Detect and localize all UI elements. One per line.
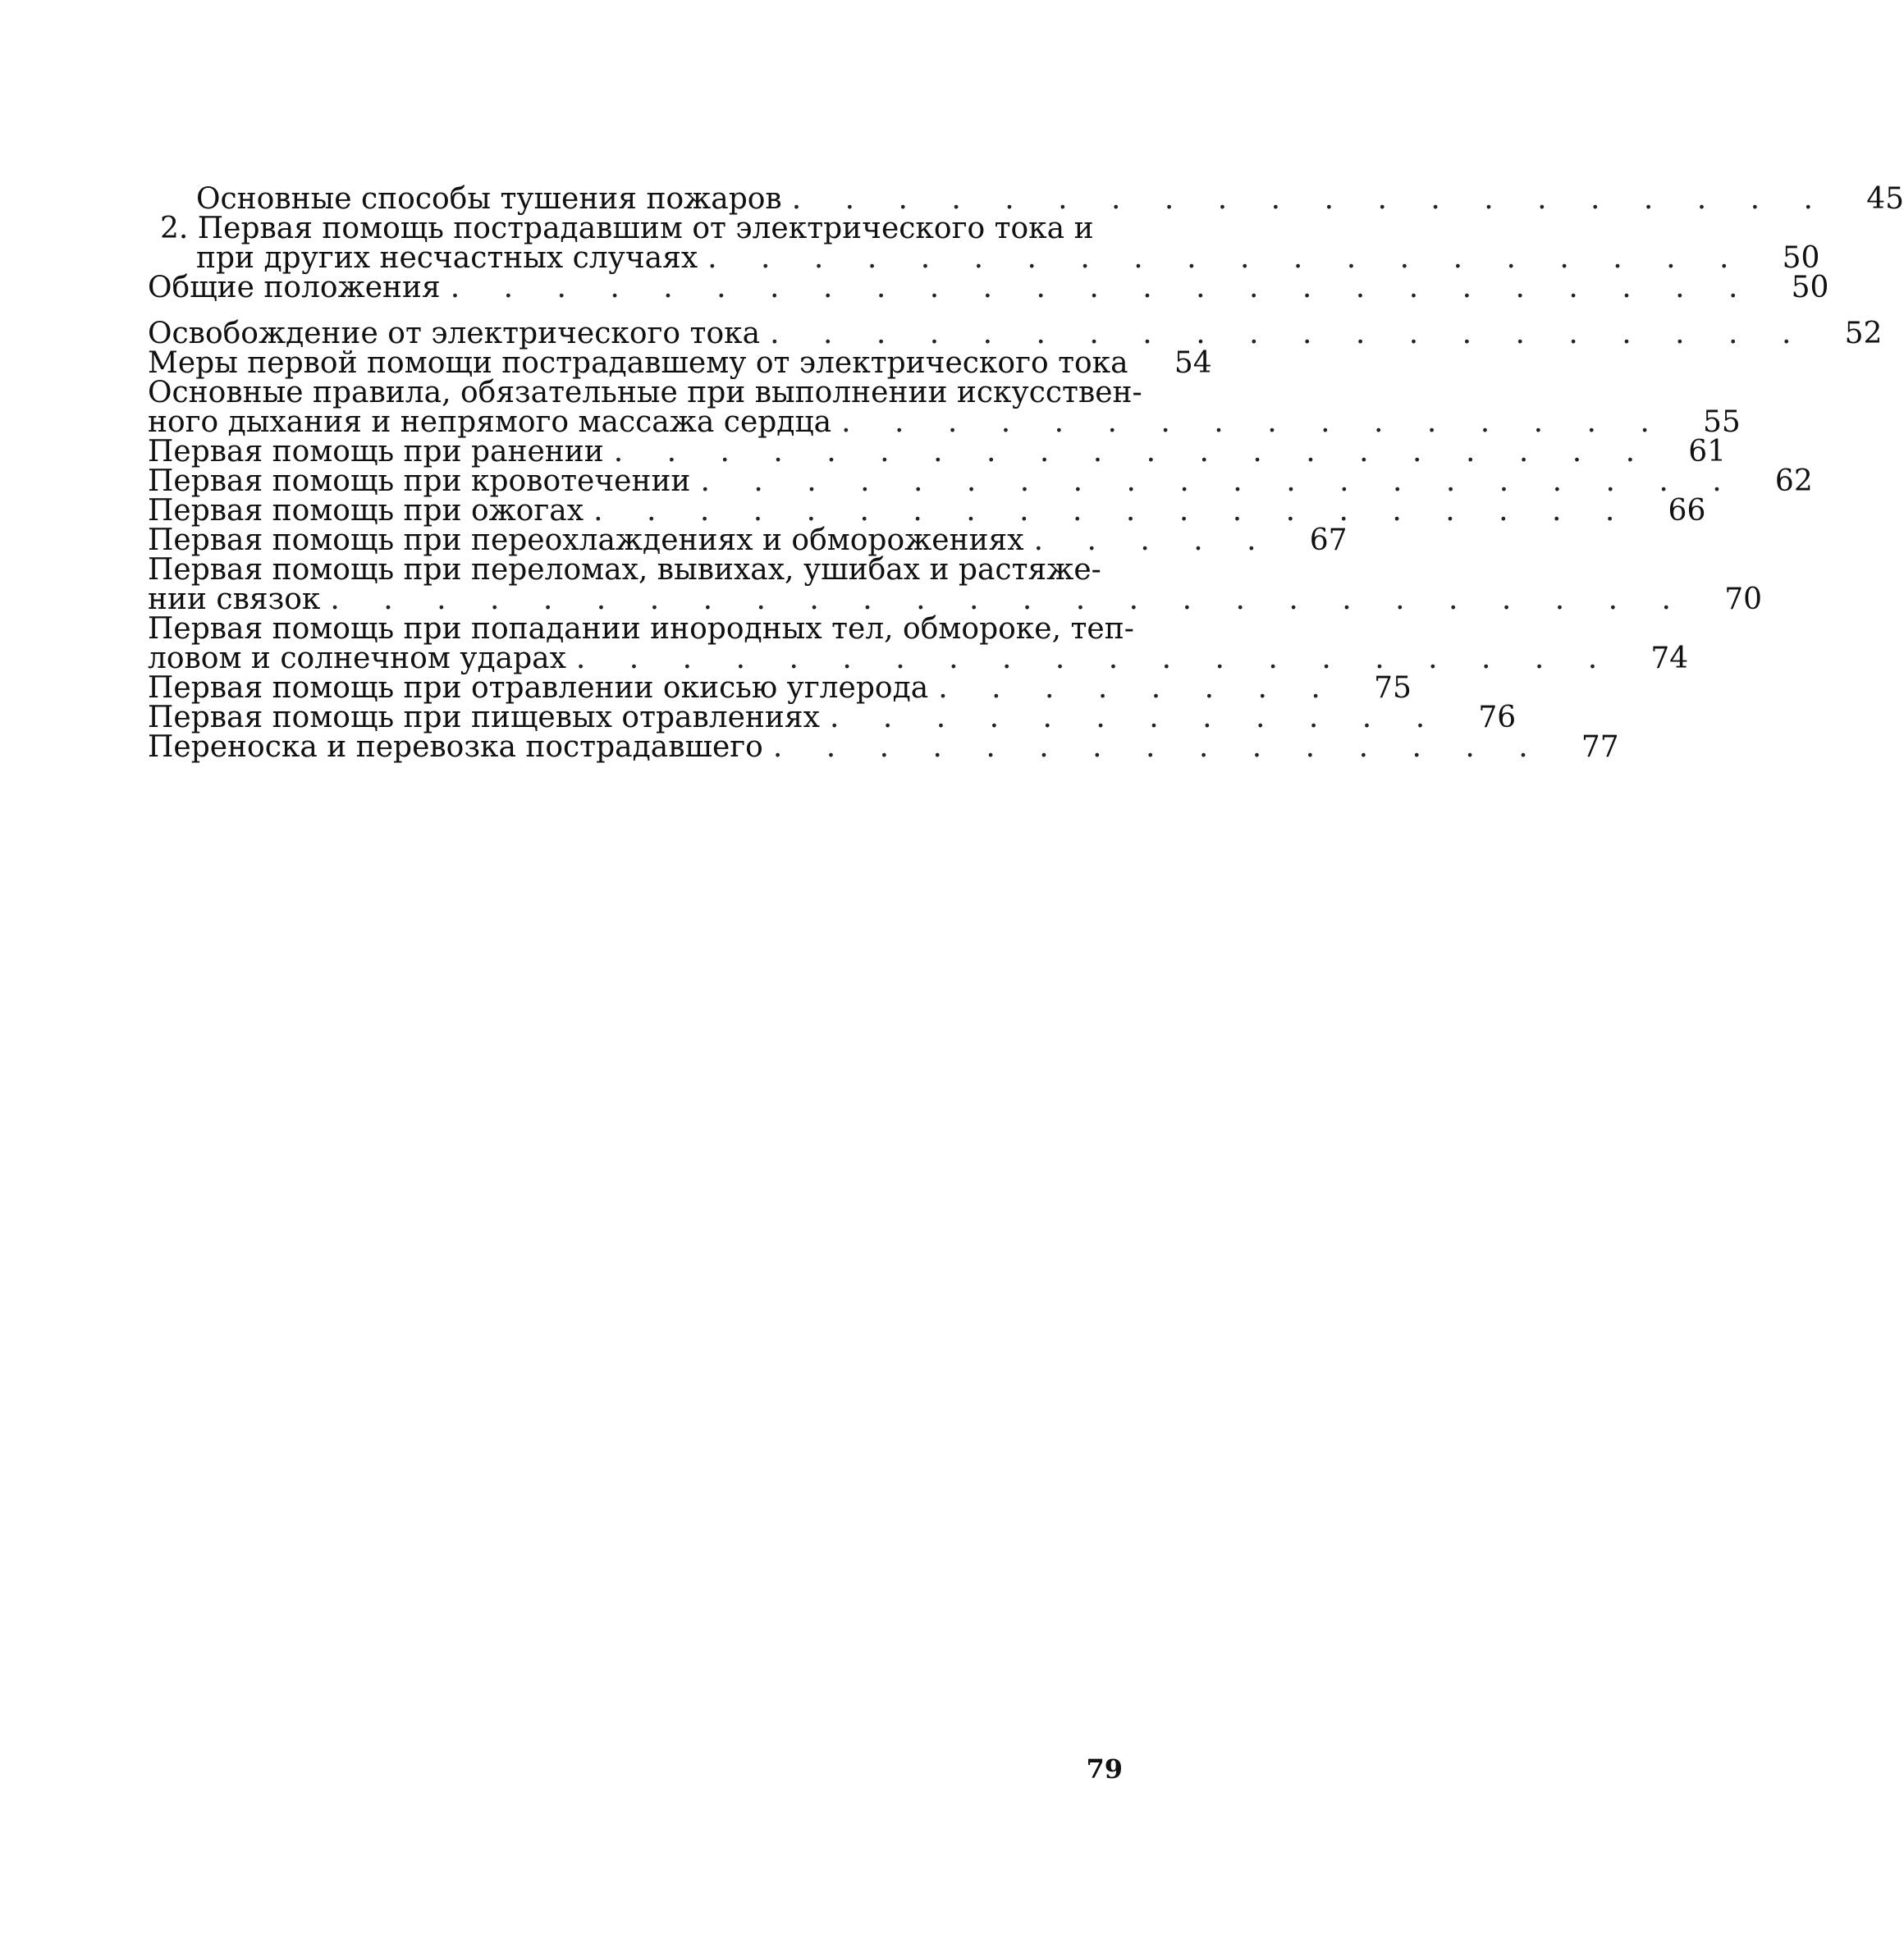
table-of-contents (144, 182, 1904, 764)
toc-entry-title: Переноска и перевозка пострадавшего (148, 730, 763, 764)
toc-entry-title: Освобождение от электрического тока (148, 317, 761, 350)
toc-page-number: 50 (1791, 271, 1829, 304)
toc-page-number: 45 (1866, 182, 1904, 216)
toc-leader-dots: . . . . . . . . . . . . . . . . . . . . . . . . . . (330, 583, 1688, 616)
toc-leader-dots: . . . . . . . . . . . . (829, 701, 1443, 734)
toc-entry-title-line1: Первая помощь при переломах, вывихах, ушибах и растяже- (148, 553, 1101, 587)
toc-page-number: 52 (1844, 317, 1883, 350)
toc-entry-title: Первая помощь при отравлении окисью углерода (148, 671, 929, 705)
toc-entry (144, 553, 1762, 616)
toc-leader-dots: . . . . . . . . . . . . . . . (772, 730, 1545, 764)
toc-entry (144, 346, 1212, 380)
toc-entry-title-line2: ловом и солнечном ударах (148, 642, 566, 675)
toc-leader-dots: . . . . . . . . . . . . . . . . . . . . (700, 464, 1739, 498)
toc-page-number: 50 (1782, 241, 1820, 275)
toc-page-number: 77 (1581, 730, 1619, 764)
toc-entry (144, 376, 1741, 439)
toc-entry-title-line1: Первая помощь при попадании инородных тел, обмороке, теп- (148, 612, 1134, 646)
toc-entry (144, 671, 1412, 705)
toc-page-number: 54 (1174, 346, 1212, 380)
toc-entry-title-line1: Основные правила, обязательные при выполнении искусствен- (148, 376, 1142, 409)
toc-entry (144, 212, 1820, 275)
toc-entry-title-line2: при других несчастных случаях (196, 241, 698, 275)
toc-entry-title: Первая помощь при переохлаждениях и обморожениях (148, 523, 1024, 557)
toc-entry-title: Первая помощь при пищевых отравлениях (148, 701, 820, 734)
toc-page-number: 62 (1774, 464, 1813, 498)
toc-entry-title: Основные способы тушения пожаров (196, 182, 782, 216)
toc-entry (144, 730, 1619, 764)
toc-entry (144, 612, 1689, 675)
toc-leader-dots: . . . . . . . . . . . . . . . . . . . . (791, 182, 1830, 216)
toc-leader-dots: . . . . . . . . . . . . . . . . . . . . . . . . . (450, 271, 1755, 304)
toc-leader-dots: . . . . . . . . . . . . . . . . . . . . (613, 435, 1653, 469)
toc-entry-title-line1: 2. Первая помощь пострадавшим от электрического тока и (160, 212, 1094, 245)
toc-entry (144, 464, 1813, 498)
toc-entry-title-line2: нии связок (148, 583, 321, 616)
toc-entry (144, 182, 1904, 216)
toc-entry (144, 271, 1829, 304)
toc-entry (144, 435, 1727, 469)
toc-page-number: 74 (1650, 642, 1689, 675)
toc-entry-title-line2: ного дыхания и непрямого массажа сердца (148, 405, 832, 439)
toc-page-number: 66 (1668, 494, 1706, 528)
toc-leader-dots: . . . . . . . . (938, 671, 1338, 705)
toc-leader-dots: . . . . . . . . . . . . . . . . (841, 405, 1667, 439)
toc-entry-title: Первая помощь при ожогах (148, 494, 584, 528)
toc-page-number: 70 (1724, 583, 1762, 616)
toc-entry (144, 317, 1883, 350)
toc-leader-dots: . . . . . . . . . . . . . . . . . . . . (770, 317, 1809, 350)
toc-entry-title: Первая помощь при кровотечении (148, 464, 691, 498)
toc-entry-title: Первая помощь при ранении (148, 435, 604, 469)
toc-entry (144, 701, 1517, 734)
toc-page-number: 55 (1703, 405, 1741, 439)
toc-leader-dots: . . . . . . . . . . . . . . . . . . . . (593, 494, 1632, 528)
toc-entry (144, 523, 1348, 557)
toc-page-number: 61 (1688, 435, 1727, 469)
toc-page-number: 76 (1478, 701, 1517, 734)
toc-leader-dots: . . . . . . . . . . . . . . . . . . . . (707, 241, 1746, 275)
page-number: 79 (1086, 1753, 1123, 1785)
toc-page-number: 67 (1309, 523, 1348, 557)
toc-entry-title: Общие положения (148, 271, 441, 304)
toc-leader-dots: . . . . . (1033, 523, 1274, 557)
toc-page-number: 75 (1374, 671, 1412, 705)
toc-leader-dots: . . . . . . . . . . . . . . . . . . . . (575, 642, 1615, 675)
toc-entry (144, 494, 1706, 528)
toc-entry-title: Меры первой помощи пострадавшему от электрического тока (148, 346, 1128, 380)
